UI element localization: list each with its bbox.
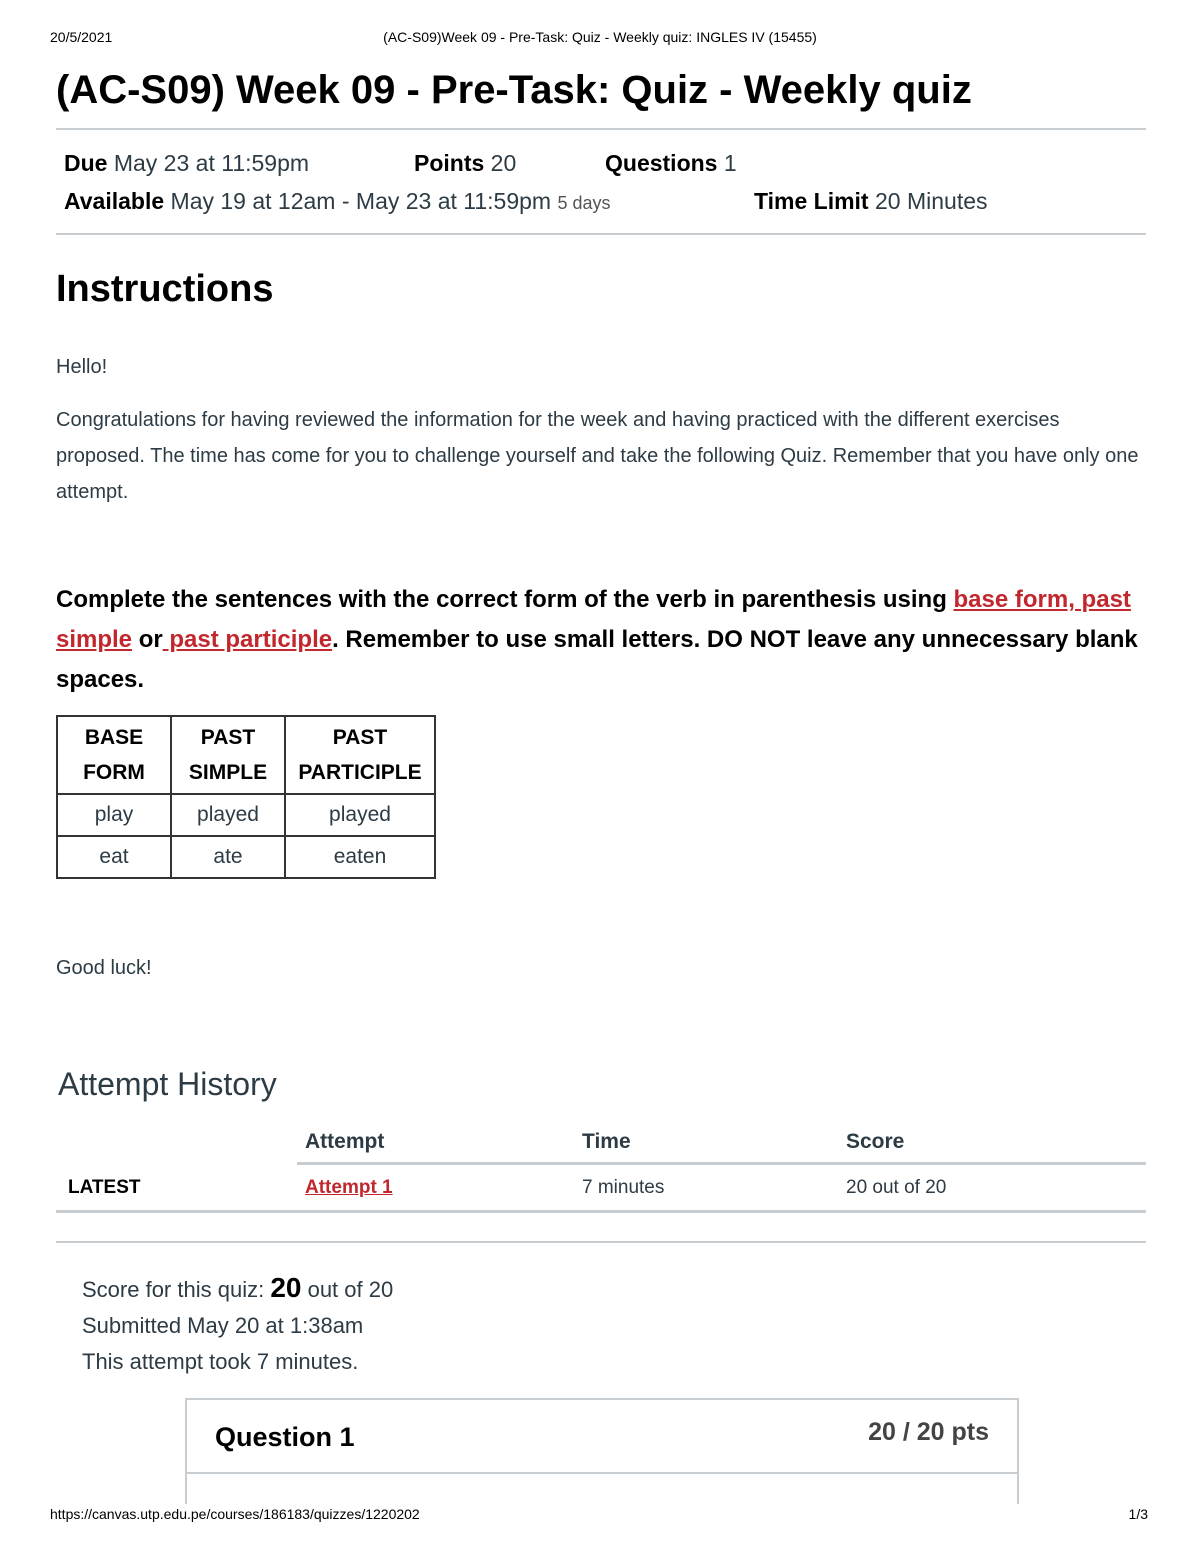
column-header-time: Time <box>582 1130 631 1153</box>
closing-text: Good luck! <box>56 957 152 979</box>
task-or: or <box>132 626 163 653</box>
greeting-text: Hello! <box>56 356 108 378</box>
task-text-start: Complete the sentences with the correct form of the verb in parenthesis using <box>56 586 954 613</box>
question-header <box>187 1400 1017 1474</box>
table-cell: eaten <box>285 836 435 878</box>
base-form-past-simple-link[interactable]: base form, past simple <box>56 586 1131 653</box>
points-value: 20 <box>490 150 517 176</box>
score-suffix: out of 20 <box>301 1277 394 1302</box>
latest-label: LATEST <box>68 1177 141 1198</box>
available-info <box>64 188 611 215</box>
instructions-body: Congratulations for having reviewed the information for the week and having practiced with the different exercises proposed. The time has come for you to challenge yourself and take the following Quiz. Remember that you have only one attempt. <box>56 409 1139 503</box>
time-limit-value: 20 Minutes <box>875 188 988 214</box>
instructions-heading: Instructions <box>56 268 274 310</box>
points-info <box>414 150 516 177</box>
table-header-past-participle: PAST PARTICIPLE <box>285 716 435 794</box>
title-divider <box>56 128 1146 130</box>
table-row <box>56 1165 1146 1213</box>
verb-forms-table <box>56 715 436 879</box>
points-label: Points <box>414 150 485 176</box>
result-divider <box>56 1241 1146 1243</box>
attempt-row-rule <box>56 1210 1146 1213</box>
table-header-past-simple: PAST SIMPLE <box>171 716 285 794</box>
page-number: 1/3 <box>1128 1506 1148 1522</box>
question-points: 20 / 20 pts <box>868 1418 989 1446</box>
score-value: 20 <box>270 1272 302 1303</box>
score-summary <box>82 1272 393 1304</box>
table-row <box>57 794 435 836</box>
available-duration: 5 days <box>557 193 611 213</box>
available-label: Available <box>64 188 165 214</box>
print-url: https://canvas.utp.edu.pe/courses/186183/quizzes/1220202 <box>50 1506 420 1522</box>
table-cell: eat <box>57 836 171 878</box>
due-label: Due <box>64 150 108 176</box>
question-card <box>185 1398 1019 1504</box>
print-title: (AC-S09)Week 09 - Pre-Task: Quiz - Weekly quiz: INGLES IV (15455) <box>383 29 817 45</box>
table-cell: played <box>171 794 285 836</box>
attempt-time: 7 minutes <box>582 1177 665 1198</box>
attempt-score: 20 out of 20 <box>846 1177 947 1198</box>
table-header-base-form: BASE FORM <box>57 716 171 794</box>
past-participle-link[interactable]: past participle <box>162 626 333 653</box>
time-limit-info <box>754 188 988 215</box>
questions-info <box>605 150 737 177</box>
question-title: Question 1 <box>215 1422 355 1452</box>
questions-label: Questions <box>605 150 718 176</box>
available-value: May 19 at 12am - May 23 at 11:59pm <box>170 188 552 214</box>
page-title: (AC-S09) Week 09 - Pre-Task: Quiz - Weekly quiz <box>56 68 972 112</box>
meta-divider <box>56 233 1146 235</box>
table-cell: play <box>57 794 171 836</box>
table-cell: ate <box>171 836 285 878</box>
score-prefix: Score for this quiz: <box>82 1277 271 1302</box>
submitted-text: Submitted May 20 at 1:38am <box>82 1313 364 1338</box>
table-cell: played <box>285 794 435 836</box>
attempt-duration-text: This attempt took 7 minutes. <box>82 1349 359 1374</box>
table-row <box>57 836 435 878</box>
column-header-attempt: Attempt <box>305 1130 385 1153</box>
attempt-1-link[interactable]: Attempt 1 <box>305 1177 393 1198</box>
column-header-score: Score <box>846 1130 905 1153</box>
task-instructions <box>56 580 1146 700</box>
attempt-history-heading: Attempt History <box>58 1066 277 1102</box>
time-limit-label: Time Limit <box>754 188 869 214</box>
due-info <box>64 150 309 177</box>
print-date: 20/5/2021 <box>50 29 113 45</box>
task-text-end: . Remember to use small letters. DO NOT leave any unnecessary blank spaces. <box>56 626 1138 693</box>
questions-value: 1 <box>723 150 737 176</box>
due-value: May 23 at 11:59pm <box>113 150 310 176</box>
